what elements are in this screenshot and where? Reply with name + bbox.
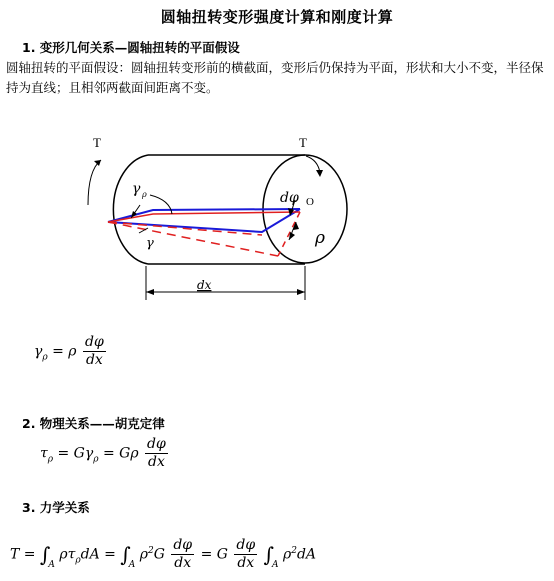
label-gamma-rho-sub: ρ <box>142 190 147 199</box>
integral-icon: ∫ <box>120 542 131 567</box>
dx-arrow-right <box>297 289 305 295</box>
eq1-lhs-sub: ρ <box>42 352 48 363</box>
eq3-term1: ρτ <box>59 546 76 563</box>
eq3-term1-tail: dA = <box>80 546 116 563</box>
eq1-lhs: γ <box>34 343 43 360</box>
red-dashed-line-inner <box>108 222 262 235</box>
eq1-denominator: dx <box>85 352 103 368</box>
section-2-heading: 2. 物理关系——胡克定律 <box>22 416 165 431</box>
red-dashed-radius <box>278 212 300 256</box>
eq3-int-sub-1: A <box>48 559 55 570</box>
eq3-term1-sub: ρ <box>75 555 81 566</box>
eq1-fraction <box>83 334 106 369</box>
left-torque-arrowhead <box>94 160 101 166</box>
integral-icon: ∫ <box>263 542 275 567</box>
eq1-numerator: dφ <box>85 334 104 350</box>
eq2-fraction <box>145 436 168 471</box>
eq3-term3-tail: dA <box>296 546 317 563</box>
eq2-lhs-sub: ρ <box>47 454 54 465</box>
equation-strain <box>34 334 108 369</box>
section-1-paragraph: 圆轴扭转的平面假设：圆轴扭转变形前的横截面，变形后仍保持为平面，形状和大小不变，半径保持为直线；且相邻两截面间距离不变。 <box>6 60 544 95</box>
eq3-eq: = G <box>200 546 228 563</box>
integral-icon: ∫ <box>39 542 51 567</box>
eq3-term2a: ρ <box>139 546 148 563</box>
label-t-left: T <box>93 135 101 150</box>
page-title: 圆轴扭转变形强度计算和刚度计算 <box>160 8 394 26</box>
eq3-t: T = <box>10 546 36 563</box>
section-1-heading: 1. 变形几何关系—圆轴扭转的平面假设 <box>22 40 240 55</box>
equation-torque <box>10 537 316 572</box>
eq3-sq-2: 2 <box>291 545 297 556</box>
eq3-fraction-2 <box>234 537 257 572</box>
label-gamma-rho: γ <box>132 181 141 197</box>
eq2-numerator: dφ <box>147 436 166 452</box>
eq2-denominator: dx <box>148 454 165 470</box>
label-dphi: dφ <box>280 190 299 206</box>
eq3-denominator-2: dx <box>237 555 255 571</box>
label-gamma: γ <box>146 236 154 251</box>
eq3-fraction-1 <box>171 537 194 572</box>
gamma-rho-arc <box>150 195 172 214</box>
eq3-denominator-1: dx <box>174 555 192 571</box>
label-origin-o: O <box>306 196 314 208</box>
label-t-right: T <box>299 135 307 150</box>
label-rho: ρ <box>315 228 325 248</box>
eq3-sq-1: 2 <box>147 545 154 556</box>
eq2-mid1-sub: ρ <box>93 454 99 465</box>
dx-arrow-left <box>146 289 154 295</box>
eq3-numerator-2: dφ <box>236 537 256 553</box>
section-3-heading: 3. 力学关系 <box>22 500 90 515</box>
eq3-term2b: G <box>153 546 165 563</box>
left-torque-arrow <box>88 160 101 205</box>
eq3-int-sub-3: A <box>272 559 279 570</box>
eq1-mid: = ρ <box>52 343 77 360</box>
eq3-numerator-1: dφ <box>173 537 193 553</box>
eq3-int-sub-2: A <box>128 559 136 570</box>
eq3-term3: ρ <box>282 546 292 563</box>
equation-hooke <box>40 436 170 471</box>
right-torque-arrowhead <box>316 170 323 177</box>
label-dx: dx <box>197 278 212 292</box>
blue-generatrix-upper <box>108 209 300 222</box>
eq2-lhs: τ <box>40 445 48 462</box>
cylinder-left-end <box>113 155 148 264</box>
eq2-mid2: = Gρ <box>102 445 139 462</box>
eq2-mid1: = Gγ <box>57 445 94 462</box>
